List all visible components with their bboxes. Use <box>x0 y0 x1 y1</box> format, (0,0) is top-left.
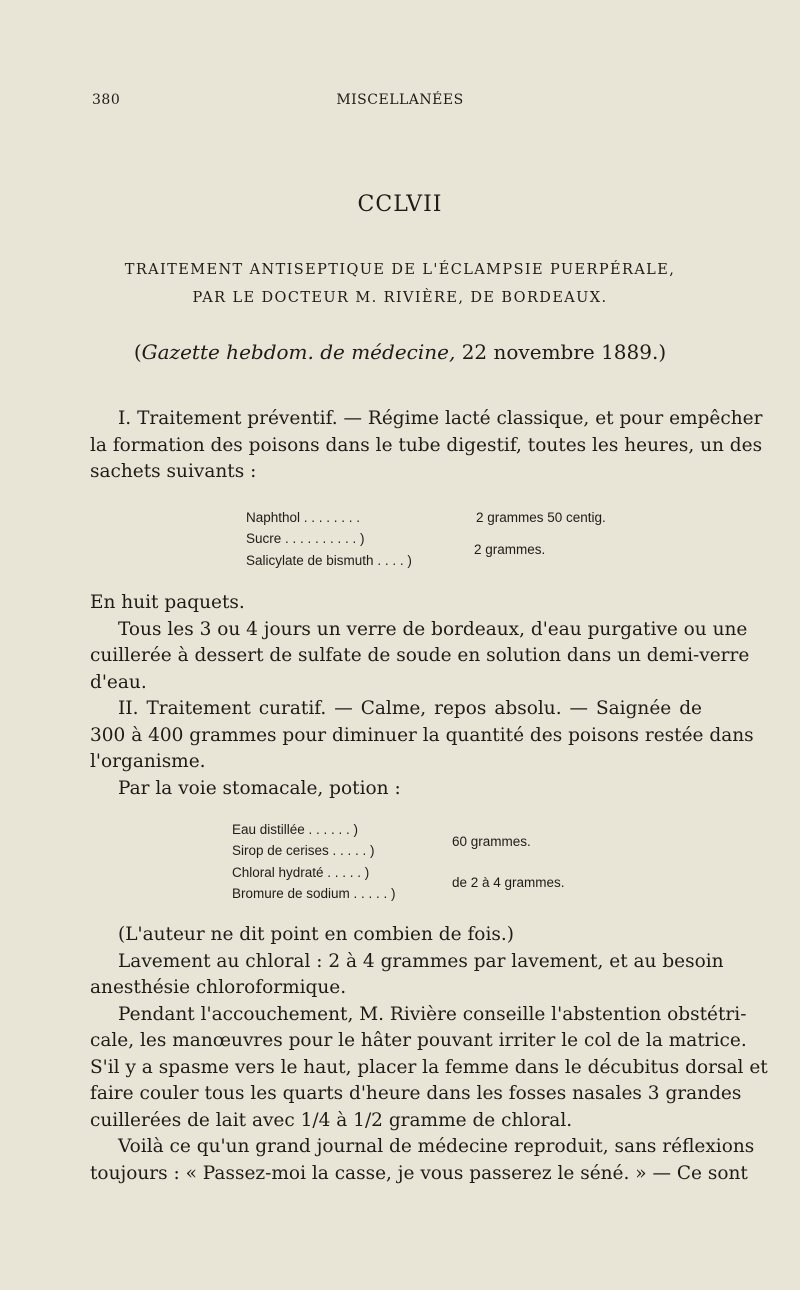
chapter-title-line-1: TRAITEMENT ANTISEPTIQUE DE L'ÉCLAMPSIE PUERPÉRALE, <box>124 262 676 278</box>
paragraph-line: (L'auteur ne dit point en combien de fois.) <box>118 924 514 945</box>
paragraph-line: sachets suivants : <box>90 461 257 482</box>
paragraph-line: cuillerées de lait avec 1/4 à 1/2 gramme de chloral. <box>90 1109 573 1131</box>
rx-item-salicylate: Salicylate de bismuth . . . . ) <box>246 553 412 568</box>
rx-dose-naphthol: 2 grammes 50 centig. <box>476 510 606 525</box>
paragraph-line: cale, les manœuvres pour le hâter pouvant irriter le col de la matrice. <box>90 1030 747 1051</box>
citation-journal: Gazette hebdom. de médecine, <box>141 340 456 364</box>
section-body-1 <box>90 590 754 802</box>
rx-dose-group-a: 60 grammes. <box>452 834 531 849</box>
chapter-title-line-2: PAR LE DOCTEUR M. RIVIÈRE, DE BORDEAUX. <box>192 290 608 306</box>
citation-date: 22 novembre 1889.) <box>455 340 667 364</box>
page-number: 380 <box>92 92 121 108</box>
paragraph-line: Par la voie stomacale, potion : <box>118 777 401 799</box>
paragraph-line: anesthésie chloroformique. <box>90 977 347 998</box>
paragraph-line: Pendant l'accouchement, M. Rivière conseille l'abstention obstétri- <box>118 1003 747 1025</box>
chapter-number: CCLVII <box>357 192 443 217</box>
paragraph-line: En huit paquets. <box>90 592 245 613</box>
paragraph-line: d'eau. <box>90 671 147 693</box>
paragraph-line: Tous les 3 ou 4 jours un verre de bordeaux, d'eau purgative ou une <box>118 618 748 640</box>
rx-item-sirop: Sirop de cerises . . . . . ) <box>232 843 375 858</box>
rx-item-eau: Eau distillée . . . . . . ) <box>232 822 359 837</box>
rx-item-sucre: Sucre . . . . . . . . . . ) <box>246 531 365 546</box>
paragraph-line: cuillerée à dessert de sulfate de soude en solution dans un demi-verre <box>90 645 750 666</box>
paragraph-line: 300 à 400 grammes pour diminuer la quantité des poisons restée dans <box>90 724 754 746</box>
paragraph-line: I. Traitement préventif. — Régime lacté classique, et pour empêcher <box>118 408 763 429</box>
section-preventive <box>90 406 763 486</box>
paragraph-line: toujours : « Passez-moi la casse, je vous passerez le séné. » — Ce sont <box>90 1162 748 1184</box>
section-body-2 <box>90 922 768 1187</box>
source-citation <box>0 340 800 364</box>
prescription-potion <box>232 820 612 900</box>
paragraph-line: l'organisme. <box>90 751 206 772</box>
rx-item-chloral: Chloral hydraté . . . . . ) <box>232 865 370 880</box>
rx-dose-group-b: de 2 à 4 grammes. <box>452 875 565 890</box>
citation-open: ( <box>133 340 142 364</box>
paragraph-line: la formation des poisons dans le tube digestif, toutes les heures, un des <box>90 434 763 456</box>
paragraph-line: Voilà ce qu'un grand journal de médecine reproduit, sans réflexions <box>118 1136 755 1157</box>
rx-item-bromure: Bromure de sodium . . . . . ) <box>232 886 396 901</box>
rx-item-naphthol: Naphthol . . . . . . . . <box>246 510 361 525</box>
paragraph-line: faire couler tous les quarts d'heure dans les fosses nasales 3 grandes <box>90 1083 742 1104</box>
paragraph-line: S'il y a spasme vers le haut, placer la femme dans le décubitus dorsal et <box>90 1056 768 1078</box>
rx-grouped-dose: 2 grammes. <box>474 542 546 557</box>
running-title: MISCELLANÉES <box>336 92 464 108</box>
paragraph-line: Lavement au chloral : 2 à 4 grammes par lavement, et au besoin <box>118 950 724 972</box>
paragraph-line: II. Traitement curatif. — Calme, repos absolu. — Saignée de <box>118 698 702 719</box>
prescription-sachets <box>246 508 626 578</box>
